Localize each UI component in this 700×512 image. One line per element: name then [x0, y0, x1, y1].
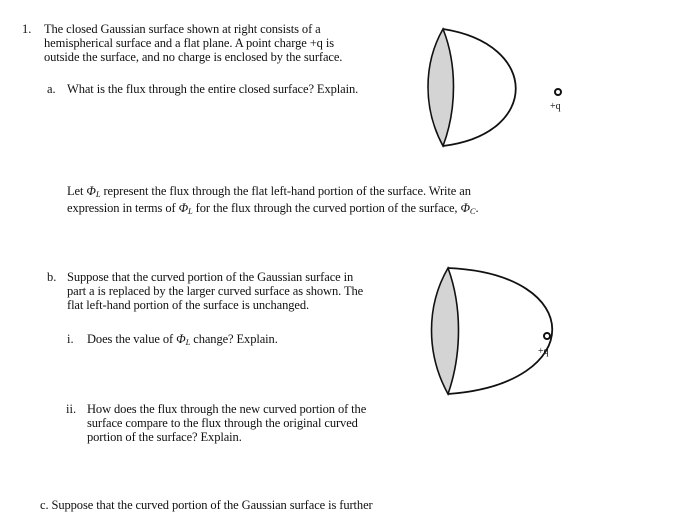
phi-left-symbol-2: $\Phi_L$ [178, 201, 193, 216]
followup-line-2-mid: for the flux through the curved portion of the surface, [192, 201, 461, 215]
gaussian-surface-figure-1 [420, 24, 580, 154]
part-b-ii-line-2: surface compare to the flux through the original curved [87, 416, 358, 430]
followup-line-1 [67, 184, 479, 201]
followup-line-2 [67, 201, 479, 218]
gaussian-surface-figure-2 [412, 264, 582, 404]
part-b-label: b. [47, 270, 57, 284]
intro-line-3: outside the surface, and no charge is enclosed by the surface. [44, 50, 343, 64]
followup-line-2-start: expression in terms of [67, 201, 179, 215]
phi-curved-symbol: $\Phi_C$ [460, 201, 476, 216]
problem-intro [44, 22, 342, 64]
part-b-ii-label: ii. [66, 402, 77, 416]
part-b-ii-line-3: portion of the surface? Explain. [87, 430, 242, 444]
followup-line-1-end: represent the flux through the flat left-hand portion of the surface. Write an [100, 184, 471, 198]
curved-surface-2 [448, 268, 552, 394]
part-b-line-2: part a is replaced by the larger curved surface as shown. The [67, 284, 364, 298]
part-b-i-start: Does the value of [87, 332, 177, 346]
phi-left-symbol-3: $\Phi_L$ [176, 332, 191, 347]
part-b-i-end: change? Explain. [190, 332, 278, 346]
point-charge-dot-2 [544, 333, 550, 339]
part-b-ii-line-1: How does the flux through the new curved portion of the [87, 402, 367, 416]
part-b-i-label: i. [67, 332, 74, 346]
charge-label-2: +q [538, 346, 549, 357]
intro-line-2: hemispherical surface and a flat plane. A point charge +q is [44, 36, 334, 50]
cutoff-line: c. Suppose that the curved portion of the Gaussian surface is further [40, 498, 373, 512]
part-a-followup [67, 184, 479, 218]
charge-label-1: +q [550, 101, 561, 112]
part-b-ii-question [87, 402, 366, 444]
part-b-line-3: flat left-hand portion of the surface is unchanged. [67, 298, 310, 312]
followup-line-2-end: . [475, 201, 479, 215]
intro-line-1: The closed Gaussian surface shown at right consists of a [44, 22, 321, 36]
phi-left-symbol: $\Phi_L$ [86, 184, 101, 199]
part-a-label: a. [47, 82, 56, 96]
part-a-question: What is the flux through the entire closed surface? Explain. [67, 82, 359, 96]
part-b-text [67, 270, 363, 312]
cutoff-text [40, 496, 400, 512]
problem-number: 1. [22, 22, 32, 36]
point-charge-dot-1 [555, 89, 561, 95]
part-b-i-question [87, 332, 278, 349]
part-b-line-1: Suppose that the curved portion of the Gaussian surface in [67, 270, 354, 284]
flat-disk-1 [428, 29, 454, 146]
followup-line-1-start: Let [67, 184, 87, 198]
flat-disk-2 [432, 268, 459, 394]
